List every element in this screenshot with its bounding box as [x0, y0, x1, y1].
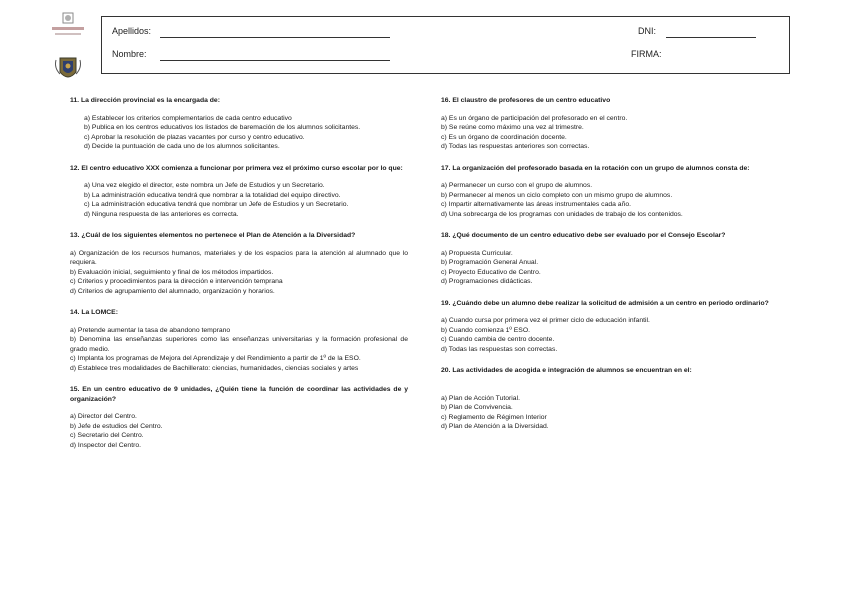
answer-option: b) Denomina las enseñanzas superiores como las enseñanzas universitarias y la formación profesional de grado medio.: [70, 336, 408, 353]
answer-option: d) Programaciones didácticas.: [441, 278, 533, 285]
question-13: [70, 231, 408, 296]
answer-option: a) Director del Centro.: [70, 413, 137, 420]
answer-option: a) Pretende aumentar la tasa de abandono temprano: [70, 326, 231, 334]
question-title: 11. La dirección provincial es la encargada de:: [70, 97, 220, 104]
answer-option: b) Programación General Anual.: [441, 259, 539, 266]
answer-option: b) Permanecer al menos un ciclo completo con un mismo grupo de alumnos.: [441, 191, 673, 199]
answer-option: a) Establecer los criterios complementarios de cada centro educativo: [84, 114, 292, 122]
dni-field[interactable]: [666, 37, 756, 38]
answer-option: b) Publica en los centros educativos los listados de baremación de los alumnos solicitantes.: [84, 124, 361, 131]
answer-option: b) Plan de Convivencia.: [441, 404, 513, 411]
question-14: [70, 308, 408, 373]
answer-option: d) Una sobrecarga de los programas con unidades de trabajo de los contenidos.: [441, 210, 683, 218]
answer-option: d) Criterios de agrupamiento del alumnado, organización y horarios.: [70, 287, 275, 295]
question-16: [441, 96, 776, 152]
question-title: 17. La organización del profesorado basada en la rotación con un grupo de alumnos consta de:: [441, 164, 750, 172]
question-title: 18. ¿Qué documento de un centro educativo debe ser evaluado por el Consejo Escolar?: [441, 232, 726, 239]
student-info-box: [101, 16, 790, 74]
answer-option: b) Jefe de estudios del Centro.: [70, 422, 163, 430]
question-18: [441, 231, 776, 287]
answer-option: c) Secretario del Centro.: [70, 432, 144, 439]
question-title: 20. Las actividades de acogida e integración de alumnos se encuentran en el:: [441, 367, 692, 374]
nombre-label: Nombre:: [112, 49, 147, 59]
answer-option: d) Plan de Atención a la Diversidad.: [441, 423, 549, 430]
answer-option: c) Aprobar la resolución de plazas vacantes por curso y centro educativo.: [84, 133, 305, 141]
question-17: [441, 164, 776, 220]
answer-option: d) Todas las respuestas son correctas.: [441, 345, 558, 353]
apellidos-label: Apellidos:: [112, 26, 152, 36]
answer-option: a) Plan de Acción Tutorial.: [441, 394, 520, 402]
question-19: [441, 299, 776, 355]
firma-label: FIRMA:: [631, 49, 662, 59]
question-title: 16. El claustro de profesores de un centro educativo: [441, 97, 611, 104]
answer-option: a) Permanecer un curso con el grupo de alumnos.: [441, 182, 593, 189]
answer-option: c) Cuando cambia de centro docente.: [441, 336, 555, 343]
answer-option: a) Cuando cursa por primera vez el primer ciclo de educación infantil.: [441, 317, 650, 324]
answer-option: a) Una vez elegido el director, este nombra un Jefe de Estudios y un Secretario.: [84, 182, 325, 189]
answer-option: d) Inspector del Centro.: [70, 441, 142, 449]
question-title: 19. ¿Cuándo debe un alumno debe realizar la solicitud de admisión a un centro en periodo ordinario?: [441, 299, 769, 307]
answer-option: a) Propuesta Curricular.: [441, 249, 513, 257]
answer-option: a) Es un órgano de participación del profesorado en el centro.: [441, 114, 628, 122]
logo-column: [46, 12, 96, 82]
answer-option: b) La administración educativa tendrá que nombrar a la totalidad del equipo directivo.: [84, 191, 341, 199]
answer-option: b) Cuando comienza 1º ESO.: [441, 326, 531, 334]
answer-option: b) Evaluación inicial, seguimiento y final de los métodos impartidos.: [70, 268, 274, 276]
answer-option: d) Ninguna respuesta de las anteriores es correcta.: [84, 210, 239, 218]
answer-option: c) Es un órgano de coordinación docente.: [441, 133, 567, 141]
answer-option: d) Establece tres modalidades de Bachillerato: ciencias, humanidades, ciencias sociales y artes: [70, 364, 359, 372]
answer-option: c) Reglamento de Régimen Interior: [441, 413, 547, 421]
apellidos-field[interactable]: [160, 37, 390, 38]
answer-option: c) Proyecto Educativo de Centro.: [441, 268, 541, 276]
answer-option: c) Impartir alternativamente las áreas instrumentales cada año.: [441, 201, 632, 208]
answer-option: c) La administración educativa tendrá que nombrar un Jefe de Estudios y un Secretario.: [84, 201, 349, 208]
nombre-field[interactable]: [160, 60, 390, 61]
answer-option: d) Decide la puntuación de cada uno de los alumnos solicitantes.: [84, 143, 280, 150]
crest-icon: [46, 54, 90, 82]
question-title: 12. El centro educativo XXX comienza a funcionar por primera vez el próximo curso escolar por lo que:: [70, 164, 403, 172]
answer-option: a) Organización de los recursos humanos, materiales y de los espacios para la atención al alumnado que lo requiera.: [70, 249, 408, 266]
answer-option: b) Se reúne como máximo una vez al trimestre.: [441, 124, 584, 131]
question-title: 13. ¿Cuál de los siguientes elementos no pertenece el Plan de Atención a la Diversidad?: [70, 232, 356, 239]
question-15: [70, 385, 408, 450]
question-20: [441, 366, 776, 432]
dni-label: DNI:: [638, 26, 656, 36]
university-logo: [46, 12, 90, 40]
left-question-column: [70, 96, 408, 462]
question-title: 15. En un centro educativo de 9 unidades, ¿Quién tiene la función de coordinar las actividades de y organización?: [70, 386, 408, 403]
answer-option: c) Implanta los programas de Mejora del Aprendizaje y del Rendimiento a partir de 1º de la ESO.: [70, 355, 361, 362]
right-question-column: [441, 96, 776, 444]
question-12: [70, 164, 408, 220]
answer-option: c) Criterios y procedimientos para la dirección e intervención temprana: [70, 278, 283, 285]
question-11: [70, 96, 408, 152]
answer-option: d) Todas las respuestas anteriores son correctas.: [441, 143, 590, 150]
question-title: 14. La LOMCE:: [70, 309, 118, 316]
